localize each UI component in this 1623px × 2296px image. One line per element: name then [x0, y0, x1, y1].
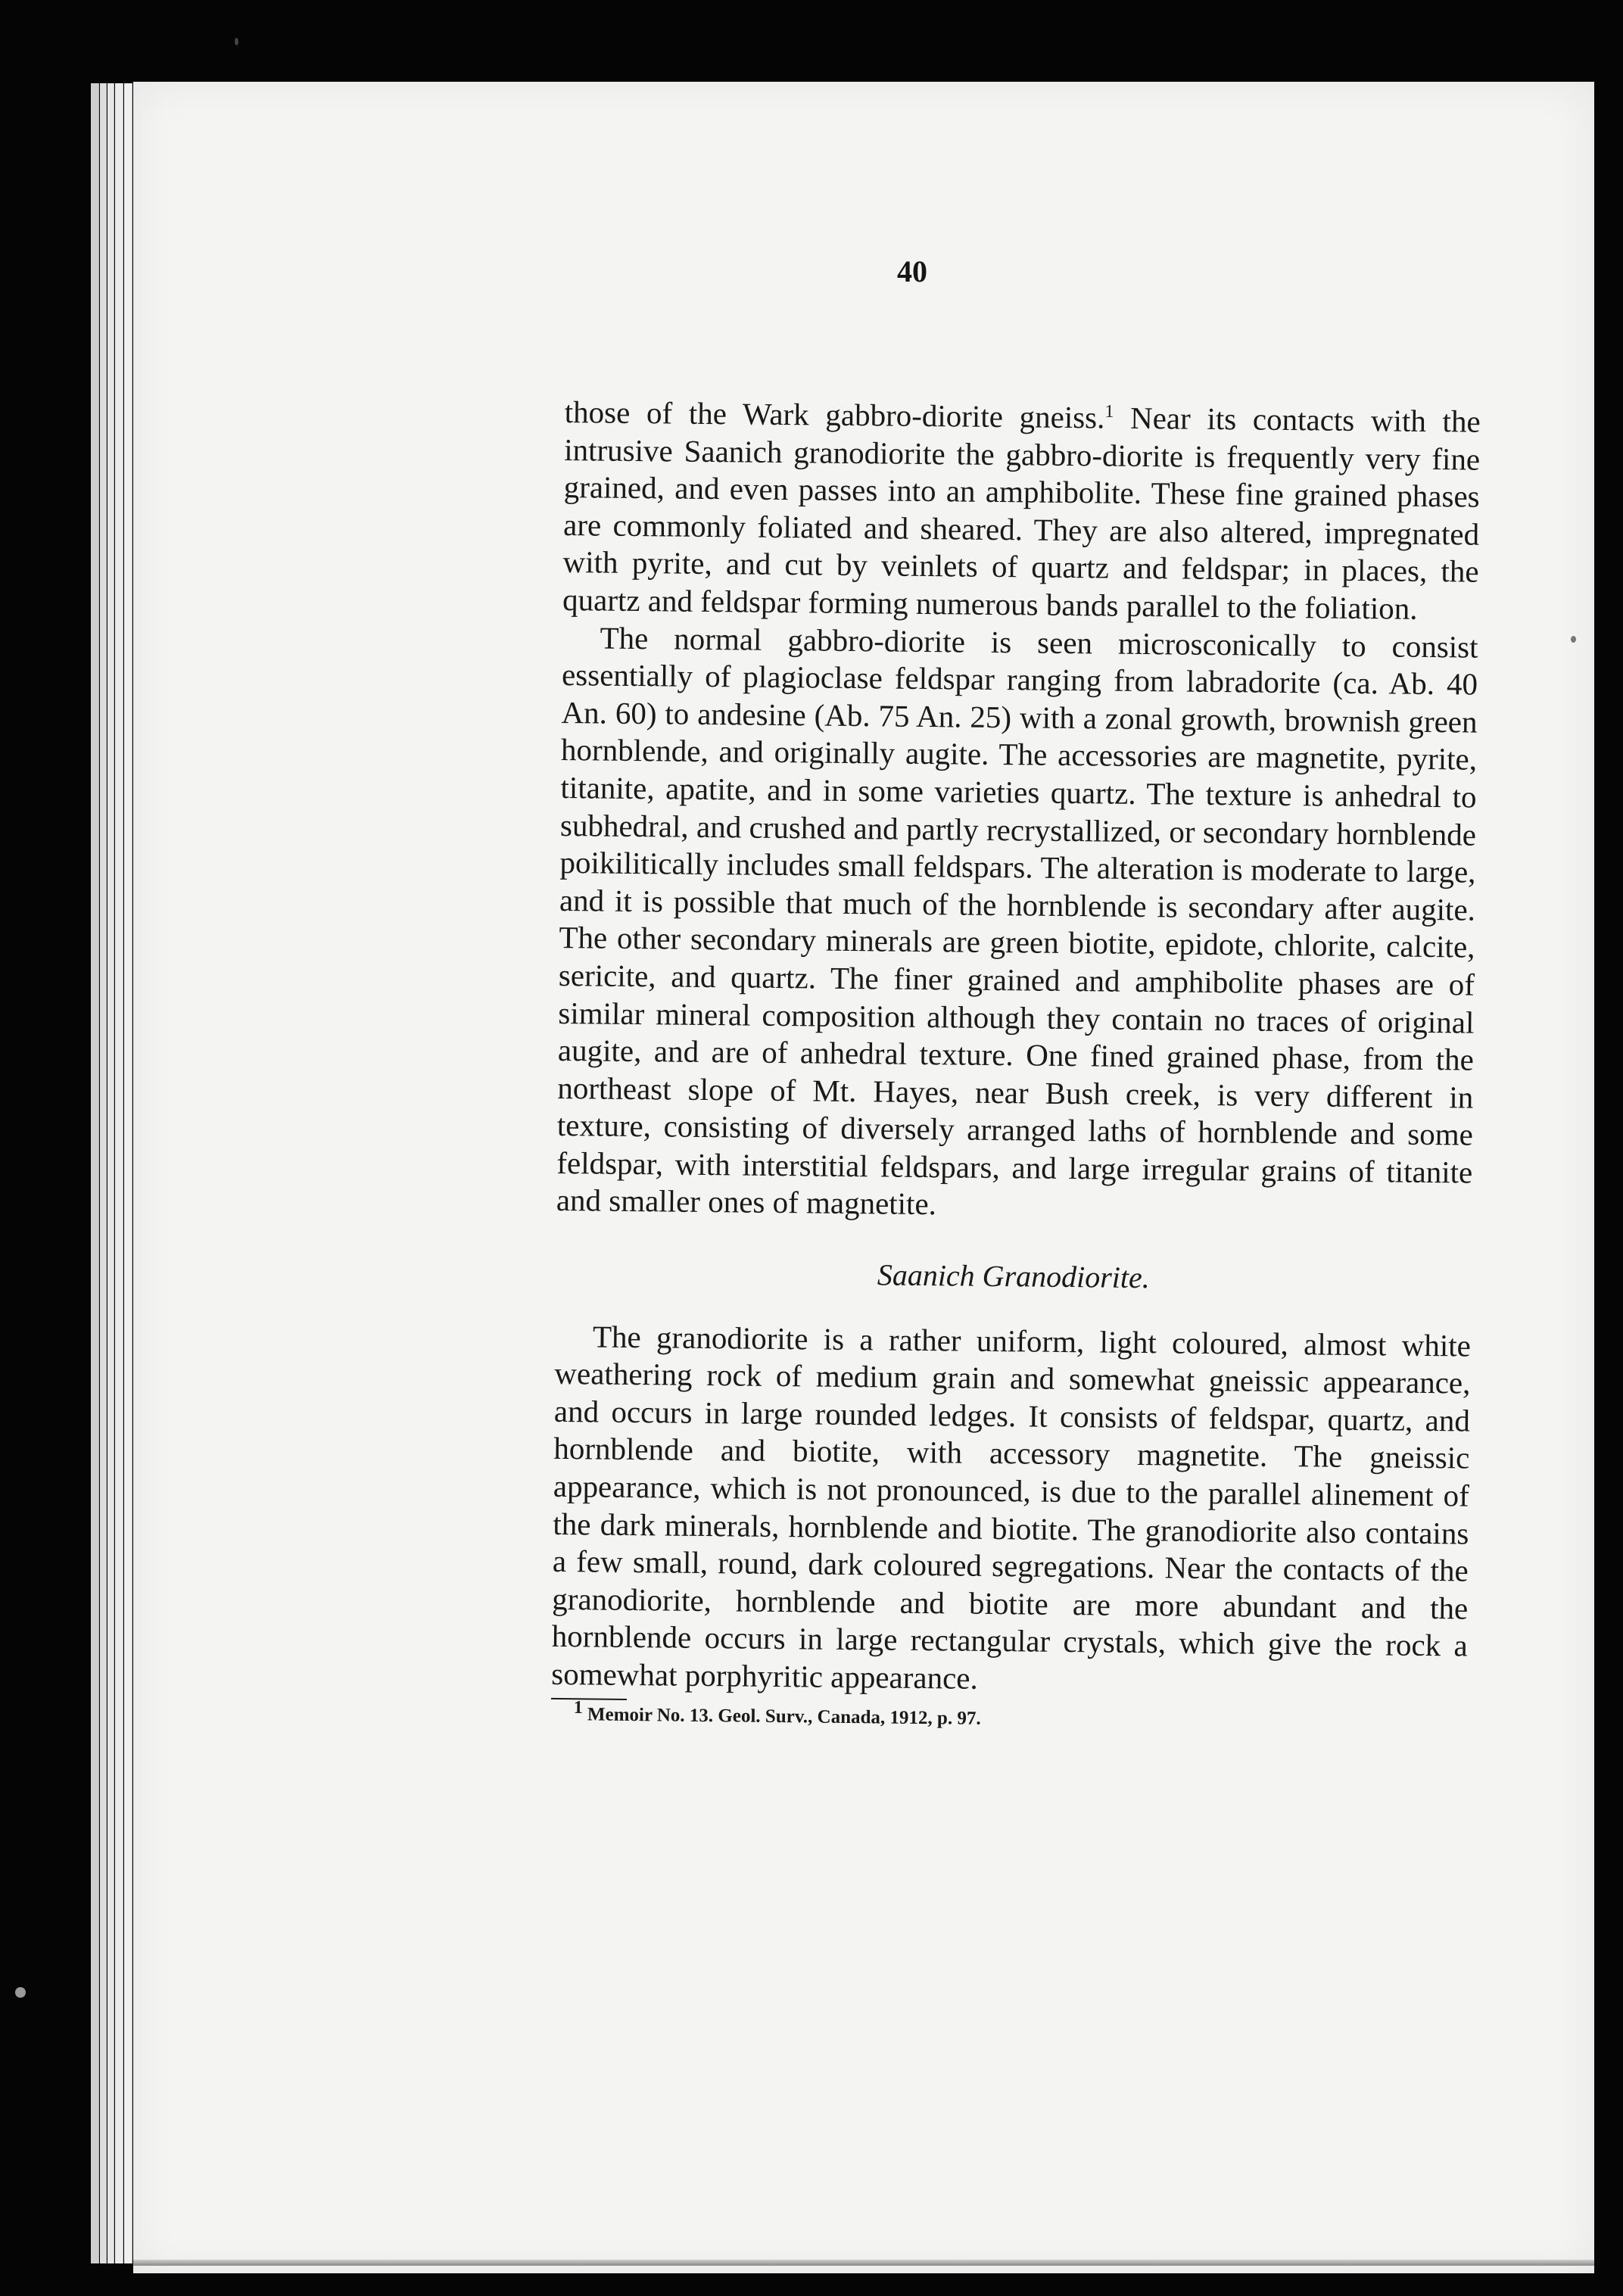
page-edge — [115, 83, 123, 2263]
footnote-text: Memoir No. 13. Geol. Surv., Canada, 1912, p. 97. — [582, 1703, 981, 1729]
scan-speck — [15, 1987, 26, 1998]
paragraph — [562, 394, 1481, 628]
page-edge — [91, 83, 99, 2263]
page-edge — [100, 83, 107, 2263]
page-edge — [124, 83, 132, 2263]
page-number: 40 — [897, 254, 927, 288]
paragraph-text: Near its contacts with the intrusive Saanich granodiorite the gabbro-diorite is frequently very fine grained, and even passes into an amphibolite. These fine grained phases are commonly foliated and sheared. They are also altered, impregnated with pyrite, and cut by veinlets of quartz and feldspar; in places, the quartz and feldspar forming numerous bands parallel to the foliation. — [562, 400, 1481, 626]
scan-speck — [1571, 636, 1576, 643]
section-heading: Saanich Granodiorite. — [877, 1257, 1151, 1295]
page-bottom-edge — [133, 2260, 1594, 2266]
paragraph: The normal gabbro-diorite is seen microsconically to consist essentially of plagioclase feldspar ranging from labradorite (ca. Ab. 40 An. 60) to andesine (Ab. 75 An. 25) with a zonal growth, brownish green hornblende, and originally augite. The accessories are magnetite, pyrite, titanite, apatite, and in some varieties quartz. The texture is anhedral to subhedral, and crushed and partly recrystallized, or secondary hornblende poikilitically includes small feldspars. The alteration is moderate to large, and it is possible that much of the hornblende is secondary after augite. The other secondary minerals are green biotite, epidote, chlorite, calcite, sericite, and quartz. The finer grained and amphibolite phases are of similar mineral composition although they contain no traces of original augite, and are of anhedral texture. One fined grained phase, from the northeast slope of Mt. Hayes, near Bush creek, is very different in texture, consisting of diversely arranged laths of hornblende and some feldspar, with interstitial feldspars, and large irregular grains of titanite and smaller ones of magnetite. — [556, 620, 1478, 1222]
footnote-marker: 1 — [1104, 401, 1114, 422]
paragraph-text: those of the Wark gabbro-diorite gneiss. — [564, 394, 1105, 435]
footnote-number: 1 — [573, 1697, 583, 1718]
page-edge — [107, 83, 114, 2263]
scan-speck — [235, 38, 238, 45]
paragraph: The granodiorite is a rather uniform, light coloured, almost white weathering rock of medium grain and somewhat gneissic appearance, and occurs in large rounded ledges. It consists of feldspar, quartz, and hornblende and biotite, with accessory magnetite. The gneissic appearance, which is not pronounced, is due to the parallel alinement of the dark minerals, hornblende and biotite. The granodiorite also contains a few small, round, dark coloured segregations. Near the contacts of the granodiorite, hornblende and biotite are more abundant and the hornblende occurs in large rectangular crystals, which give the rock a somewhat porphyritic appearance. — [551, 1319, 1472, 1696]
body-text — [551, 394, 1481, 1736]
footnote-divider — [551, 1697, 627, 1699]
